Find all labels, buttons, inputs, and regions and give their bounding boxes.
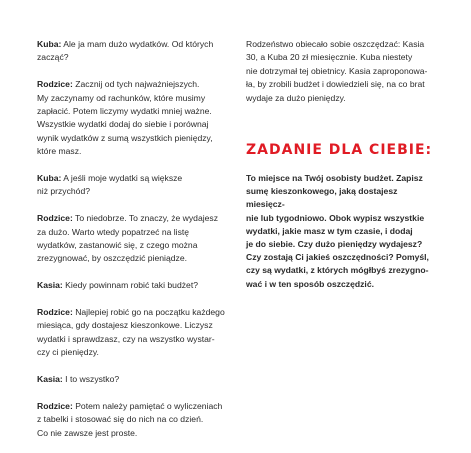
line-text: Zacznij od tych najważniejszych. My zaczynamy od rachunków, które musimy zapłacić. Potem liczymy wydatki mniej ważne. Wszystkie wydatki dodaj do siebie i porównaj wynik wydatków z sumą wszystkich pieniędzy, które masz. xyxy=(37,79,213,157)
speaker-name: Kuba: xyxy=(37,39,62,49)
line-text: Najlepiej robić go na początku każdego miesiąca, gdy dostajesz kieszonkowe. Liczysz wydatki i sprawdzasz, czy na wszystko wystar- czy ci pieniędzy. xyxy=(37,307,225,358)
line-text: To niedobrze. To znaczy, że wydajesz za dużo. Warto wtedy popatrzeć na listę wydatków, zastanowić się, z czego można zrezygnować, by oszczędzić pieniądze. xyxy=(37,213,219,264)
dialogue-column xyxy=(37,38,227,453)
dialogue-line xyxy=(37,279,227,292)
speaker-name: Kasia: xyxy=(37,374,63,385)
speaker-name: Rodzice: xyxy=(37,213,73,224)
speaker-name: Rodzice: xyxy=(37,307,73,318)
speaker-name: Rodzice: xyxy=(37,79,73,90)
story-intro: Rodzeństwo obiecało sobie oszczędzać: Kasia 30, a Kuba 20 zł miesięcznie. Kuba niestety nie dotrzymał tej obietnicy. Kasia zaproponowa- ła, by zrobili budżet i dowiedzieli się, na co brat wydaje za dużo pieniędzy. xyxy=(246,39,428,103)
line-text: A jeśli moje wydatki są większe niż przychód? xyxy=(37,173,183,197)
line-text: Kiedy powinnam robić taki budżet? xyxy=(62,280,198,291)
line-text: I to wszystko? xyxy=(62,374,120,385)
dialogue-line xyxy=(37,172,227,199)
task-heading: ZADANIE DLA CIEBIE: xyxy=(246,142,433,158)
line-text: Ale ja mam dużo wydatków. Od których zacząć? xyxy=(37,39,214,63)
dialogue-line xyxy=(37,212,227,266)
dialogue-line xyxy=(37,78,227,158)
story-column xyxy=(246,38,436,118)
task-instructions: To miejsce na Twój osobisty budżet. Zapisz sumę kieszonkowego, jaką dostajesz miesięcz- nie lub tygodniowo. Obok wypisz wszystkie wydatki, jakie masz w tym czasie, i dodaj je do siebie. Czy dużo pieniędzy wydajesz? Czy zostają Ci jakieś oszczędności? Pomyśl, czy są wydatki, z których mógłbyś zrezygno- wać i w ten sposób oszczędzić. xyxy=(246,173,429,289)
dialogue-line xyxy=(37,373,227,386)
dialogue-line xyxy=(37,38,227,65)
speaker-name: Kasia: xyxy=(37,280,63,291)
speaker-name: Rodzice: xyxy=(37,400,73,411)
dialogue-line xyxy=(37,306,227,360)
line-text: Potem należy pamiętać o wyliczeniach z tabelki i stosować się do nich na co dzień. Co nie zawsze jest proste. xyxy=(37,400,223,438)
speaker-name: Kuba: xyxy=(37,173,62,184)
dialogue-line xyxy=(37,400,227,440)
